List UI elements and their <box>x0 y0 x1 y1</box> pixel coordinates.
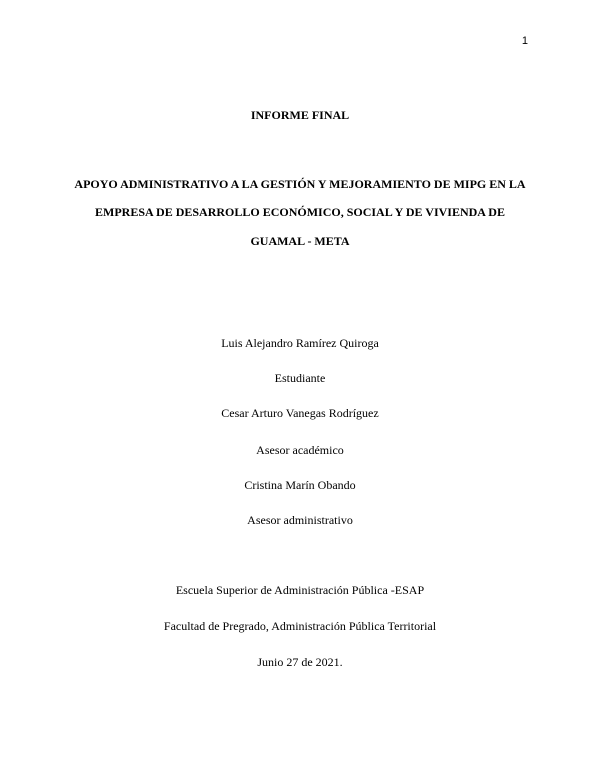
student-name: Luis Alejandro Ramírez Quiroga <box>221 336 379 350</box>
academic-advisor-role: Asesor académico <box>256 443 344 457</box>
admin-advisor-name: Cristina Marín Obando <box>244 478 356 492</box>
title-line-2: EMPRESA DE DESARROLLO ECONÓMICO, SOCIAL Y DE VIVIENDA DE <box>95 205 505 219</box>
academic-advisor-name: Cesar Arturo Vanegas Rodríguez <box>221 406 379 420</box>
document-date: Junio 27 de 2021. <box>257 655 343 669</box>
title-line-1: APOYO ADMINISTRATIVO A LA GESTIÓN Y MEJORAMIENTO DE MIPG EN LA <box>74 177 526 191</box>
institution-faculty: Facultad de Pregrado, Administración Pública Territorial <box>163 619 437 633</box>
institution-school: Escuela Superior de Administración Pública -ESAP <box>175 583 425 597</box>
page-number: 1 <box>521 35 528 47</box>
report-heading: INFORME FINAL <box>250 108 350 122</box>
admin-advisor-role: Asesor administrativo <box>247 513 353 527</box>
student-role: Estudiante <box>274 371 326 385</box>
title-line-3: GUAMAL - META <box>250 234 350 248</box>
